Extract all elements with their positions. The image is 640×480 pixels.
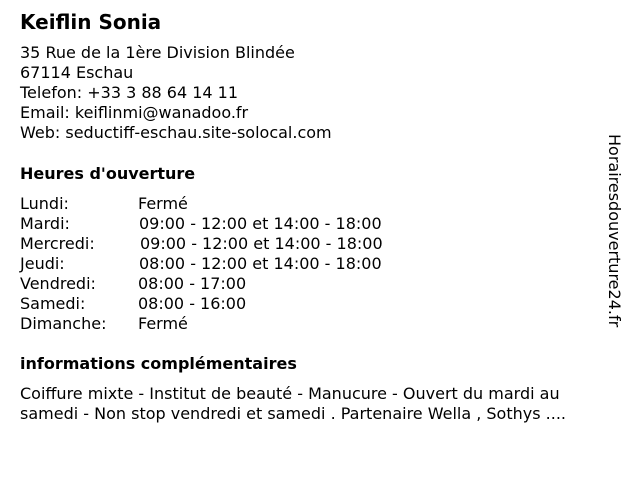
day-label: Jeudi:: [20, 254, 65, 273]
opening-hours-list: [20, 194, 440, 334]
day-hours: 08:00 - 17:00: [138, 274, 247, 293]
info-description: [20, 384, 625, 424]
day-hours: 08:00 - 12:00 et 14:00 - 18:00: [139, 254, 382, 273]
hours-row-sunday: [20, 314, 440, 334]
hours-row-friday: [20, 274, 440, 294]
day-label: Samedi:: [20, 294, 86, 313]
day-hours: Fermé: [138, 314, 188, 333]
day-label: Vendredi:: [20, 274, 96, 293]
hours-row-wednesday: [20, 234, 440, 254]
city-postcode: 67114 Eschau: [20, 63, 134, 82]
day-label: Mardi:: [20, 214, 70, 233]
day-label: Lundi:: [20, 194, 69, 213]
day-hours: 09:00 - 12:00 et 14:00 - 18:00: [140, 234, 383, 253]
info-line: Coiffure mixte - Institut de beauté - Manucure - Ouvert du mardi au: [20, 384, 560, 403]
site-watermark: Horairesdouverture24.fr: [605, 134, 624, 328]
email-address: Email: keiflinmi@wanadoo.fr: [20, 103, 249, 122]
day-hours: 09:00 - 12:00 et 14:00 - 18:00: [139, 214, 382, 233]
hours-row-monday: [20, 194, 440, 214]
info-heading: informations complémentaires: [20, 354, 297, 373]
day-label: Mercredi:: [20, 234, 95, 253]
hours-row-tuesday: [20, 214, 440, 234]
hours-row-saturday: [20, 294, 440, 314]
phone-number: Telefon: +33 3 88 64 14 11: [20, 83, 239, 102]
street-address: 35 Rue de la 1ère Division Blindée: [20, 43, 295, 62]
contact-block: [20, 43, 332, 143]
hours-heading: Heures d'ouverture: [20, 164, 196, 183]
day-hours: 08:00 - 16:00: [138, 294, 247, 313]
website: Web: seductiff-eschau.site-solocal.com: [20, 123, 332, 142]
hours-row-thursday: [20, 254, 440, 274]
info-line: samedi - Non stop vendredi et samedi . Partenaire Wella , Sothys ....: [20, 404, 566, 423]
business-name: Keiflin Sonia: [20, 10, 162, 34]
day-hours: Fermé: [138, 194, 188, 213]
day-label: Dimanche:: [20, 314, 107, 333]
